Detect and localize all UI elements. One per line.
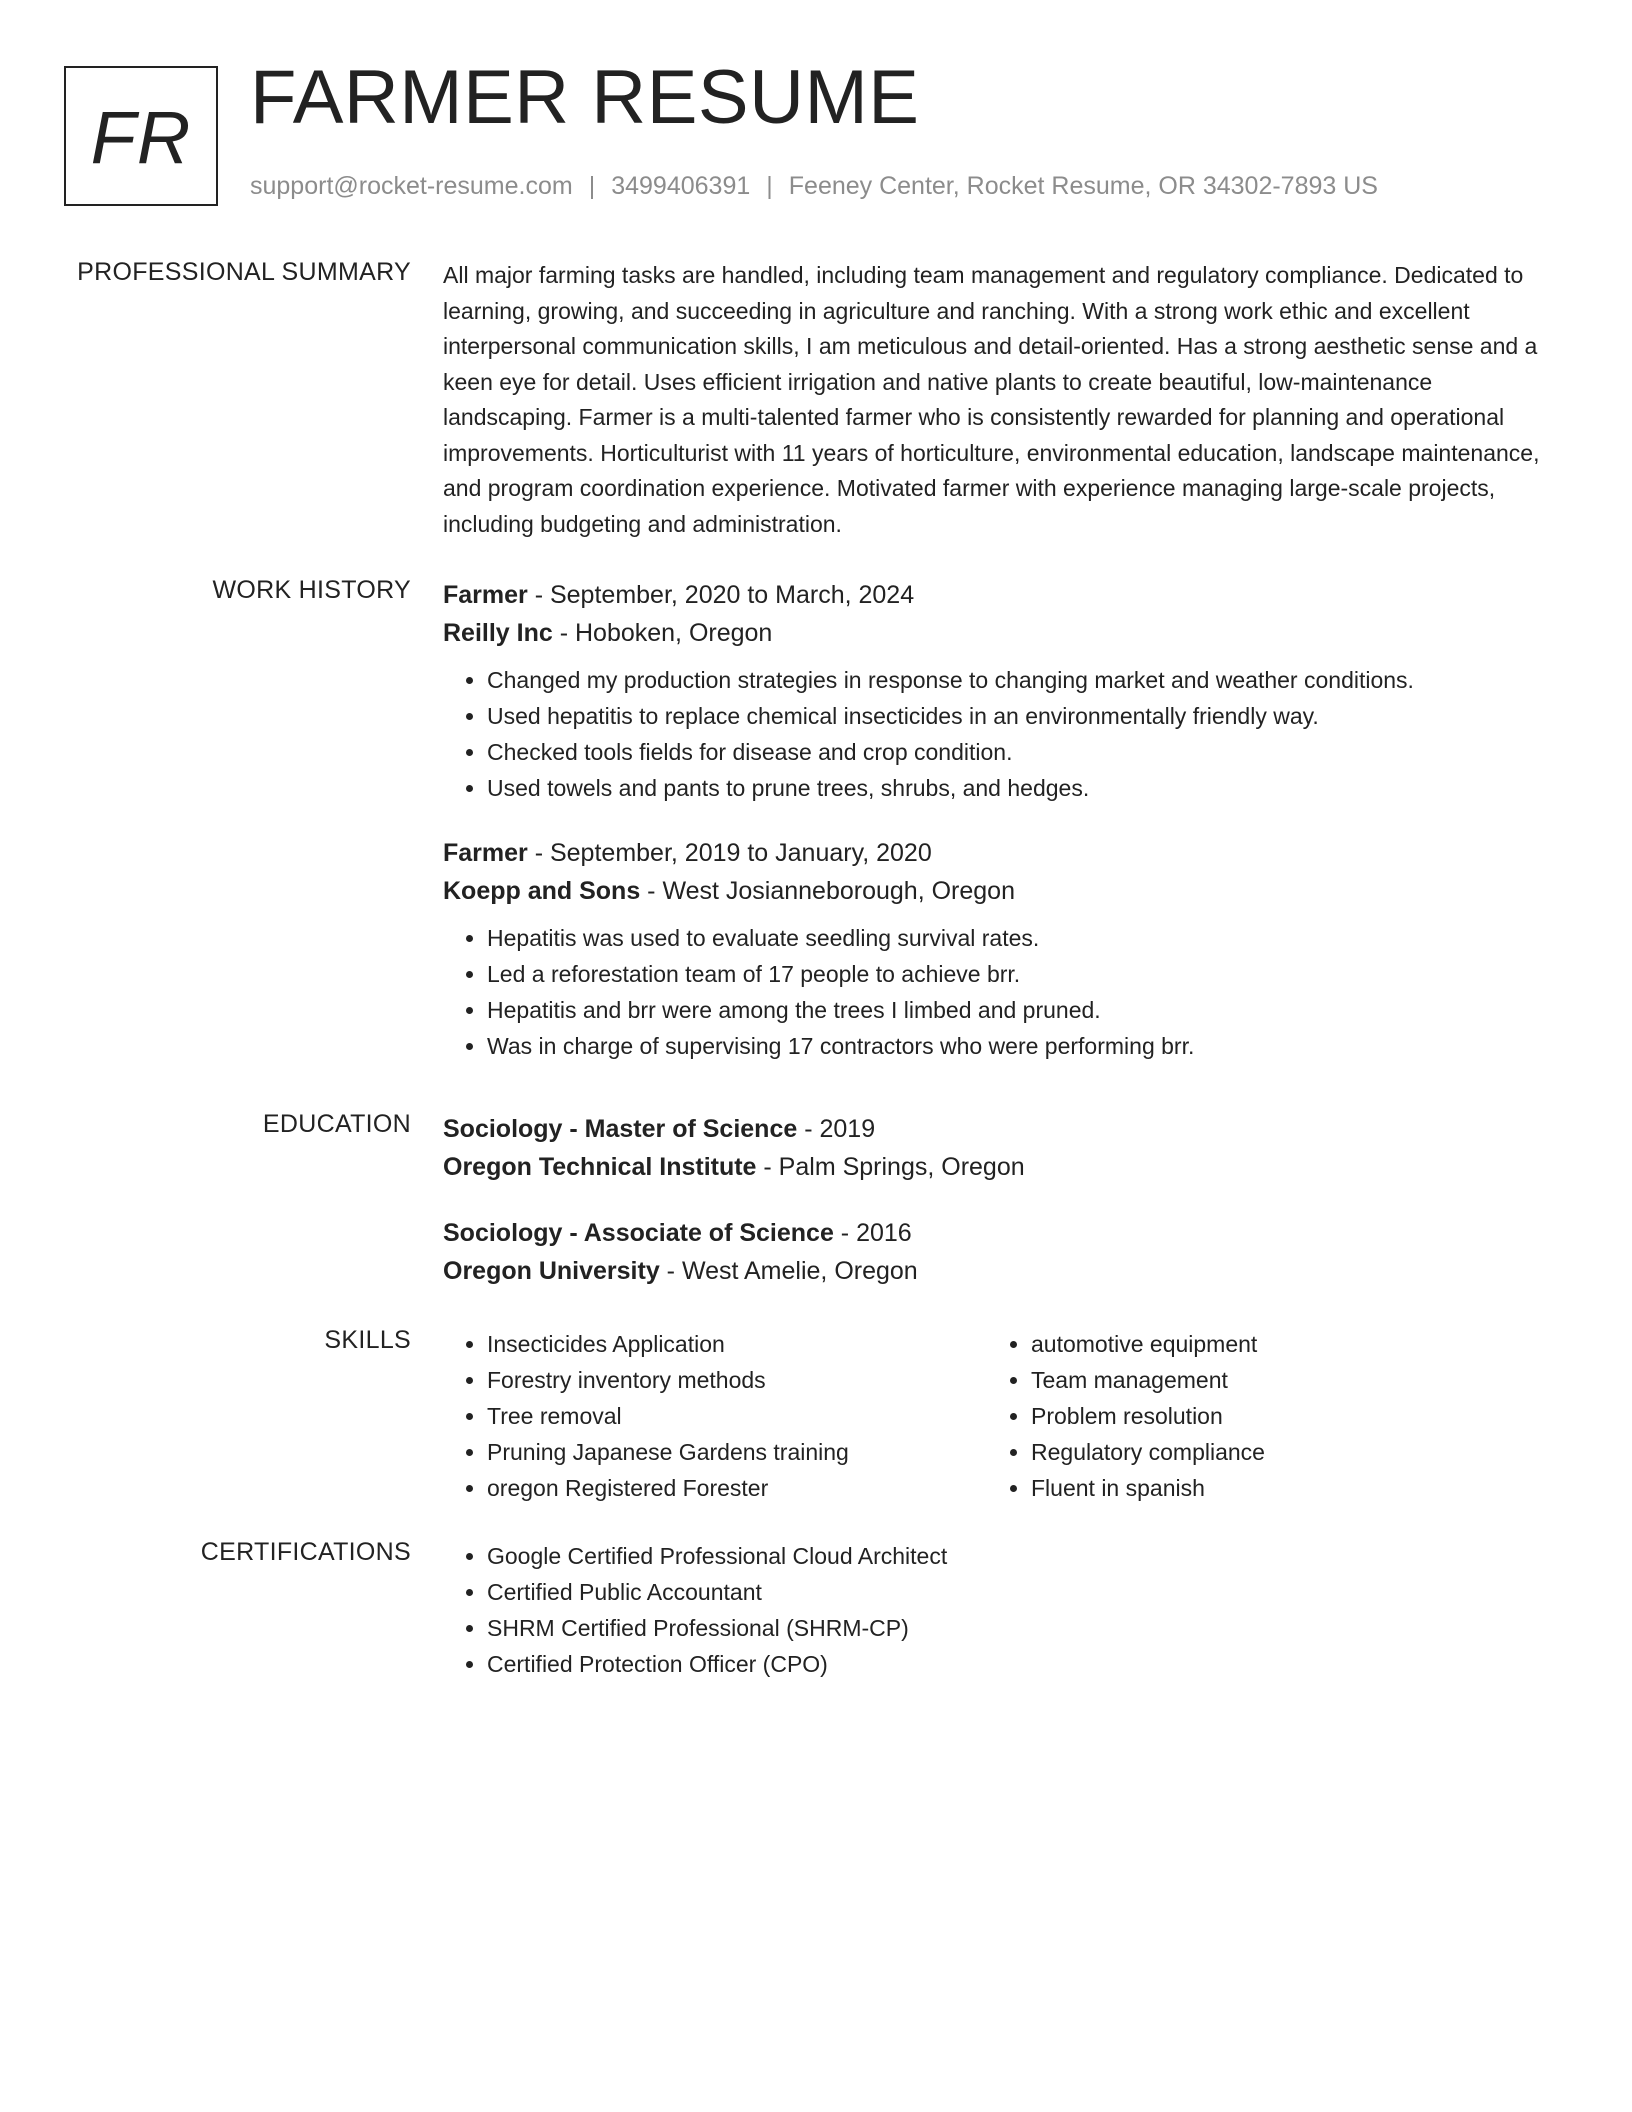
summary-text: All major farming tasks are handled, including team management and regulatory compliance. Dedicated to learning, growing, and succeeding in agriculture and ranching. With a strong work ethic and excellent interpersonal communication skills, I am meticulous and detail-oriented. Has a strong aesthetic sense and a keen eye for detail. Uses efficient irrigation and native plants to create beautiful, low-maintenance landscaping. Farmer is a multi-talented farmer who is consistently rewarded for planning and operational improvements. Horticulturist with 11 years of horticulture, environmental education, landscape maintenance, and program coordination experience. Motivated farmer with experience managing large-scale projects, including budgeting and administration. xyxy=(443,262,1540,537)
list-item: • oregon Registered Forester xyxy=(487,1470,987,1506)
job-company-line xyxy=(443,614,1543,652)
job-dates: - September, 2019 to January, 2020 xyxy=(527,839,932,867)
resume-title: FARMER RESUME xyxy=(250,55,920,140)
job-title-line xyxy=(443,576,1543,614)
list-item: • Led a reforestation team of 17 people to achieve brr. xyxy=(487,956,1543,992)
job-title-line xyxy=(443,834,1543,872)
school: Oregon Technical Institute xyxy=(443,1153,757,1181)
skills-column-1 xyxy=(443,1326,987,1506)
list-item: • Hepatitis was used to evaluate seedling survival rates. xyxy=(487,920,1543,956)
school-line xyxy=(443,1252,1543,1290)
job-bullets xyxy=(443,920,1543,1064)
list-item: • Was in charge of supervising 17 contractors who were performing brr. xyxy=(487,1028,1543,1064)
list-item: • Fluent in spanish xyxy=(1031,1470,1451,1506)
job-title: Farmer xyxy=(443,839,528,867)
certifications-body xyxy=(443,1538,1543,1682)
job-entry xyxy=(443,576,1543,806)
certifications-list xyxy=(443,1538,1543,1682)
education-entry xyxy=(443,1214,1543,1290)
list-item: • Insecticides Application xyxy=(487,1326,987,1362)
degree: Sociology - Associate of Science xyxy=(443,1219,834,1247)
school-line xyxy=(443,1148,1543,1186)
education-entry xyxy=(443,1110,1543,1186)
degree-year: - 2016 xyxy=(833,1219,912,1247)
degree-line xyxy=(443,1110,1543,1148)
education-body xyxy=(443,1110,1543,1290)
contact-separator: | xyxy=(766,172,773,200)
job-company: Reilly Inc xyxy=(443,619,553,647)
contact-address: Feeney Center, Rocket Resume, OR 34302-7893 US xyxy=(788,172,1378,200)
section-heading: EDUCATION xyxy=(262,1110,411,1138)
list-item: • Checked tools fields for disease and crop condition. xyxy=(487,734,1543,770)
list-item: • Problem resolution xyxy=(1031,1398,1451,1434)
monogram-initials: FR xyxy=(90,96,192,179)
list-item: • Certified Protection Officer (CPO) xyxy=(487,1646,1543,1682)
work-history-body xyxy=(443,576,1543,1064)
contact-email: support@rocket-resume.com xyxy=(250,172,573,200)
skills-body xyxy=(443,1326,1543,1506)
school-location: - Palm Springs, Oregon xyxy=(756,1153,1025,1181)
degree: Sociology - Master of Science xyxy=(443,1115,798,1143)
contact-phone: 3499406391 xyxy=(611,172,751,200)
list-item: • Forestry inventory methods xyxy=(487,1362,987,1398)
section-heading: SKILLS xyxy=(324,1326,411,1354)
list-item: • Certified Public Accountant xyxy=(487,1574,1543,1610)
monogram-box xyxy=(64,66,218,206)
section-heading: CERTIFICATIONS xyxy=(200,1538,411,1566)
list-item: • Changed my production strategies in response to changing market and weather conditions. xyxy=(487,662,1543,698)
list-item: • Used towels and pants to prune trees, shrubs, and hedges. xyxy=(487,770,1543,806)
list-item: • Tree removal xyxy=(487,1398,987,1434)
list-item: • SHRM Certified Professional (SHRM-CP) xyxy=(487,1610,1543,1646)
list-item: • Used hepatitis to replace chemical insecticides in an environmentally friendly way. xyxy=(487,698,1543,734)
job-title: Farmer xyxy=(443,581,528,609)
job-company-line xyxy=(443,872,1543,910)
list-item: • automotive equipment xyxy=(1031,1326,1451,1362)
job-location: - Hoboken, Oregon xyxy=(552,619,773,647)
list-item: • Regulatory compliance xyxy=(1031,1434,1451,1470)
school: Oregon University xyxy=(443,1257,660,1285)
job-entry xyxy=(443,834,1543,1064)
contact-separator: | xyxy=(588,172,596,200)
job-company: Koepp and Sons xyxy=(443,877,641,905)
section-heading: PROFESSIONAL SUMMARY xyxy=(77,258,411,286)
list-item: • Hepatitis and brr were among the trees I limbed and pruned. xyxy=(487,992,1543,1028)
list-item: • Team management xyxy=(1031,1362,1451,1398)
list-item: • Pruning Japanese Gardens training xyxy=(487,1434,987,1470)
section-heading: WORK HISTORY xyxy=(212,576,411,604)
job-location: - West Josianneborough, Oregon xyxy=(640,877,1015,905)
job-dates: - September, 2020 to March, 2024 xyxy=(527,581,915,609)
degree-line xyxy=(443,1214,1543,1252)
contact-line xyxy=(250,172,1378,201)
degree-year: - 2019 xyxy=(797,1115,876,1143)
school-location: - West Amelie, Oregon xyxy=(659,1257,918,1285)
list-item: • Google Certified Professional Cloud Architect xyxy=(487,1538,1543,1574)
job-bullets xyxy=(443,662,1543,806)
skills-column-2 xyxy=(987,1326,1451,1506)
